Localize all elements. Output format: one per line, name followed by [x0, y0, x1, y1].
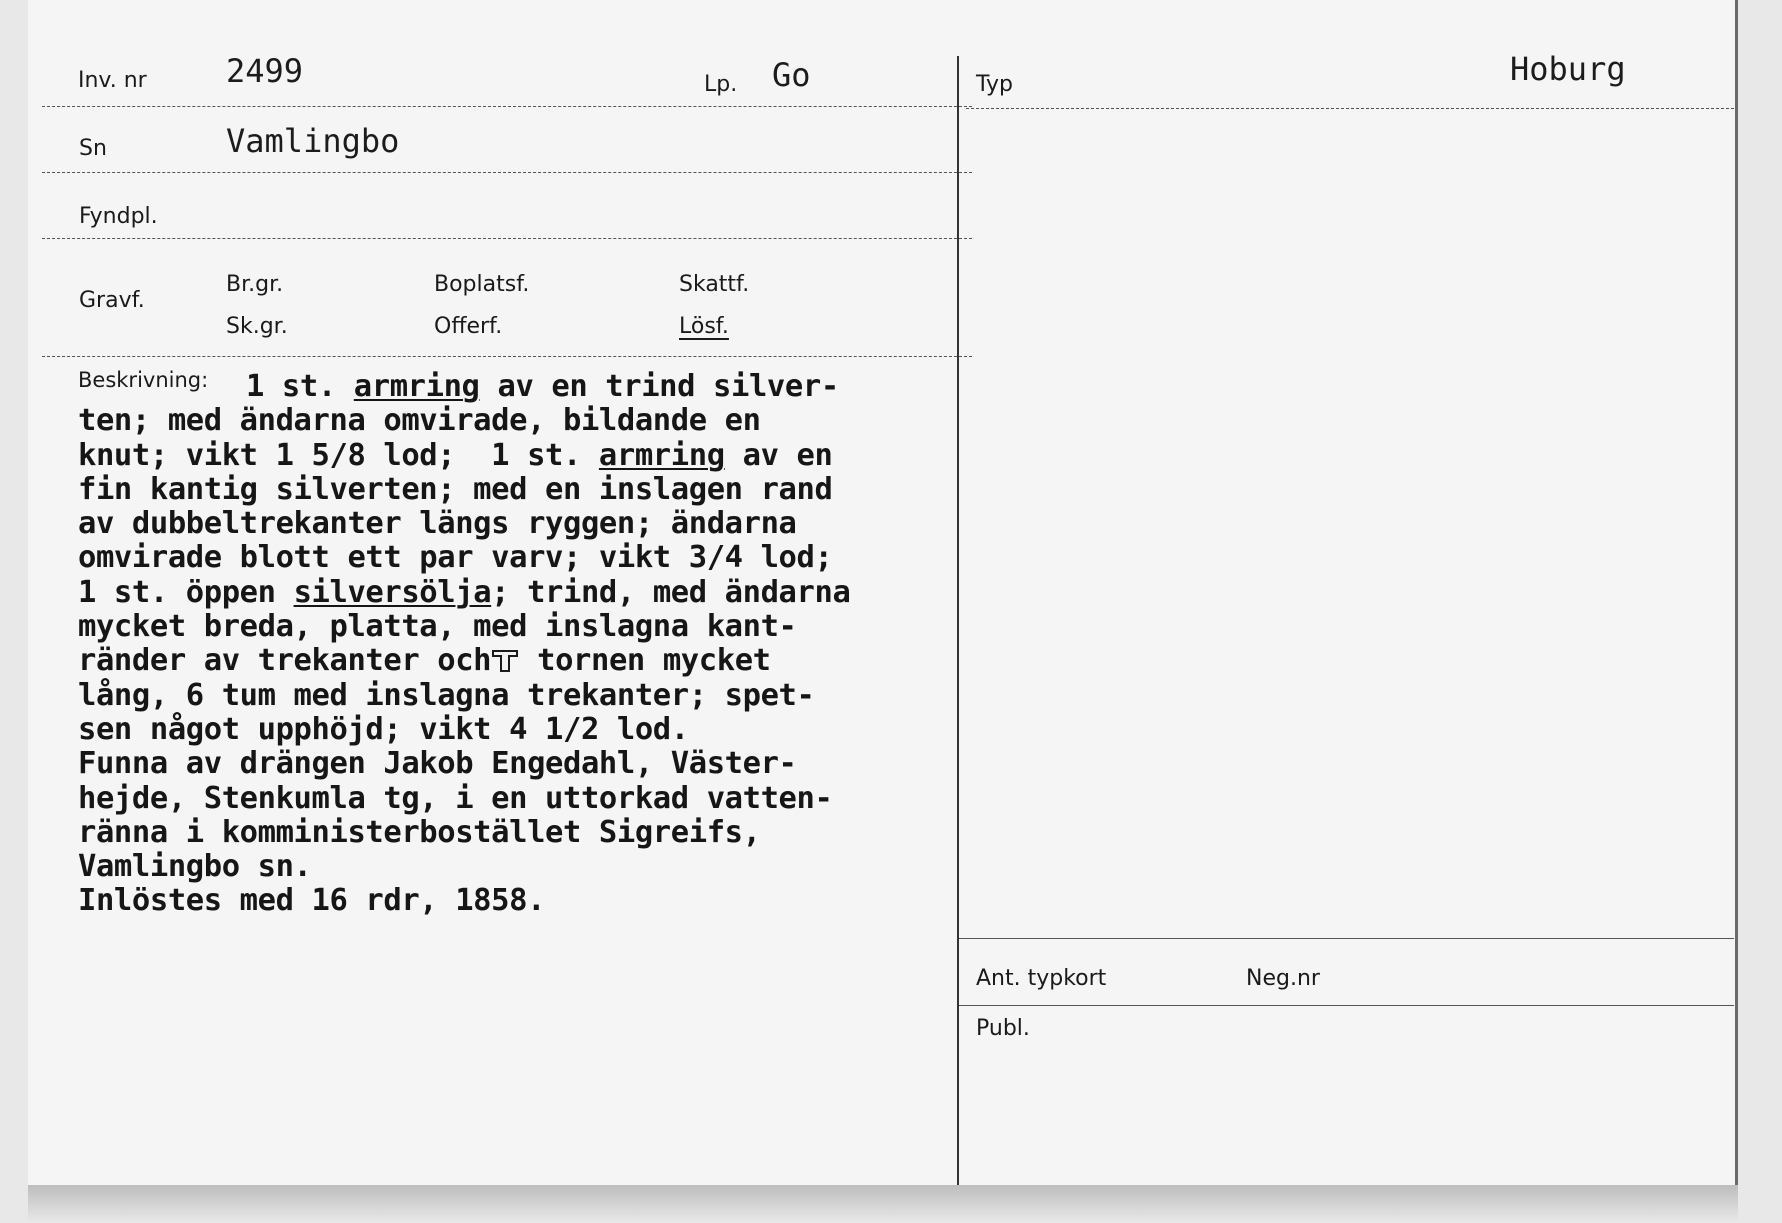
lp-value: Go — [772, 56, 811, 94]
publ-label: Publ. — [976, 1016, 1030, 1041]
card-shadow — [28, 1185, 1738, 1223]
gravf-label: Gravf. — [79, 288, 145, 313]
offerf-label: Offerf. — [434, 314, 503, 339]
skattf-label: Skattf. — [679, 272, 750, 297]
fyndpl-label: Fyndpl. — [79, 204, 158, 229]
underlined-term: armring — [353, 369, 480, 404]
negnr-label: Neg.nr — [1246, 966, 1320, 991]
brgr-label: Br.gr. — [226, 272, 284, 297]
divider — [966, 108, 1734, 109]
inv-nr-label: Inv. nr — [78, 68, 147, 93]
underlined-term: silversölja — [293, 574, 492, 610]
lp-label: Lp. — [704, 72, 738, 97]
divider — [42, 238, 972, 239]
beskrivning-label: Beskrivning: — [78, 368, 209, 392]
divider — [42, 172, 972, 173]
sn-label: Sn — [79, 136, 107, 161]
underlined-term: armring — [598, 437, 725, 473]
ant-typkort-label: Ant. typkort — [976, 966, 1107, 991]
divider — [959, 938, 1734, 939]
sn-value: Vamlingbo — [226, 122, 400, 160]
boplatsf-label: Boplatsf. — [434, 272, 530, 297]
divider — [42, 356, 972, 357]
description-text: 1 st. armring av en trind silver- ten; med ändarna omvirade, bildande en knut; vikt 1 5/8 lod; 1 st. armring av en fin kantig silverten; med en inslagen rand av dubbeltrekanter längs ryggen; ändarna omvirade blott ett par varv; vikt 3/4 lod; 1 st. öppen silversölja; trind, med ändarna mycket breda, platta, med inslagna kant- ränder av trekanter och tornen mycket lång, 6 tum med inslagna trekanter; spet- sen något upphöjd; vikt 4 1/2 lod. Funna av drängen Jakob Engedahl, Väster- hejde, Stenkumla tg, i en uttorkad vatten- ränna i komministerbostället Sigreifs, Vamlingbo sn. Inlöstes med 16 rdr, 1858. — [78, 369, 851, 919]
typ-value: Hoburg — [1510, 50, 1626, 88]
divider — [959, 1005, 1734, 1006]
skgr-label: Sk.gr. — [226, 314, 288, 339]
typ-label: Typ — [976, 72, 1013, 97]
divider — [42, 106, 972, 107]
inv-nr-value: 2499 — [226, 52, 304, 90]
t-shaped-mark-icon — [491, 648, 519, 674]
losf-label: Lösf. — [679, 314, 729, 339]
